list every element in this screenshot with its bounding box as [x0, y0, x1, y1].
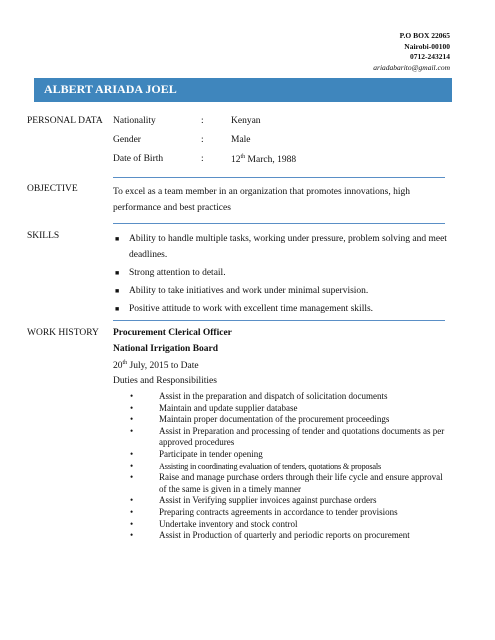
- nationality-value: Kenyan: [231, 116, 261, 126]
- bullet-icon: •: [130, 495, 134, 506]
- section-label-work: WORK HISTORY: [27, 328, 99, 338]
- list-item: ■ Strong attention to detail.: [113, 265, 453, 281]
- objective-text: To excel as a team member in an organization that promotes innovations, high performance and best practices: [113, 187, 411, 213]
- square-bullet-icon: ■: [115, 287, 120, 295]
- bullet-icon: •: [130, 414, 134, 425]
- dob-value: 12th March, 1988: [231, 154, 297, 166]
- bullet-icon: •: [130, 425, 134, 436]
- section-label-skills: SKILLS: [27, 231, 60, 241]
- contact-block: [373, 31, 450, 73]
- list-item: • Maintain and update supplier database: [130, 402, 298, 413]
- skills-list: [113, 231, 453, 319]
- nationality-key: Nationality: [113, 116, 156, 126]
- candidate-name: ALBERT ARIADA JOEL: [44, 82, 177, 96]
- bullet-icon: •: [130, 472, 134, 483]
- name-banner: [34, 78, 452, 102]
- square-bullet-icon: ■: [115, 235, 120, 243]
- divider: [113, 177, 445, 178]
- bullet-icon: •: [130, 391, 134, 401]
- gender-sep: :: [201, 135, 204, 145]
- list-item: • Assisting in coordinating evaluation of tenders, quotations & proposals: [130, 460, 381, 471]
- bullet-icon: •: [130, 448, 134, 459]
- job-title: Procurement Clerical Officer: [113, 328, 232, 338]
- list-item: • Maintain proper documentation of the procurement proceedings: [130, 414, 390, 425]
- bullet-icon: •: [130, 530, 134, 541]
- list-item: ■ Positive attitude to work with excellent time management skills.: [113, 301, 453, 317]
- list-item: • Participate in tender opening: [130, 448, 263, 459]
- dob-sep: :: [201, 154, 204, 164]
- list-item: ■ Ability to take initiatives and work under minimal supervision.: [113, 283, 453, 299]
- employment-dates: 20th July, 2015 to Date: [113, 360, 199, 372]
- po-box: P.O BOX 22065: [399, 31, 450, 40]
- dob-key: Date of Birth: [113, 154, 164, 164]
- list-item: • Assist in the preparation and dispatch of solicitation documents: [130, 391, 388, 401]
- gender-key: Gender: [113, 135, 141, 145]
- bullet-icon: •: [130, 402, 134, 413]
- nationality-sep: :: [201, 116, 204, 126]
- list-item: • Preparing contracts agreements in accordance to tender provisions: [130, 506, 398, 517]
- list-item: • Assist in Preparation and processing of tender and quotations documents as per approved procedures: [130, 425, 445, 448]
- list-item: • Undertake inventory and stock control: [130, 518, 298, 529]
- bullet-icon: •: [130, 518, 134, 529]
- square-bullet-icon: ■: [115, 269, 120, 277]
- divider: [113, 320, 445, 321]
- email: ariadabarito@gmail.com: [373, 62, 450, 72]
- list-item: • Assist in Production of quarterly and periodic reports on procurement: [130, 530, 410, 541]
- list-item: • Assist in Verifying supplier invoices against purchase orders: [130, 495, 377, 506]
- divider: [113, 223, 445, 224]
- phone: 0712-243214: [410, 52, 450, 61]
- list-item: ■ Ability to handle multiple tasks, working under pressure, problem solving and meet deadlines.: [113, 231, 453, 263]
- duties-list: [130, 391, 450, 542]
- city: Nairobi-00100: [404, 41, 450, 51]
- employer: National Irrigation Board: [113, 344, 219, 354]
- list-item: • Raise and manage purchase orders through their life cycle and ensure approval of the same is given in a timely manner: [130, 472, 443, 494]
- bullet-icon: •: [130, 506, 134, 517]
- section-label-objective: OBJECTIVE: [27, 184, 78, 194]
- duties-heading: Duties and Responsibilities: [113, 376, 217, 386]
- gender-value: Male: [231, 135, 251, 145]
- bullet-icon: •: [130, 460, 133, 471]
- section-label-personal: PERSONAL DATA: [27, 116, 103, 126]
- square-bullet-icon: ■: [115, 305, 120, 313]
